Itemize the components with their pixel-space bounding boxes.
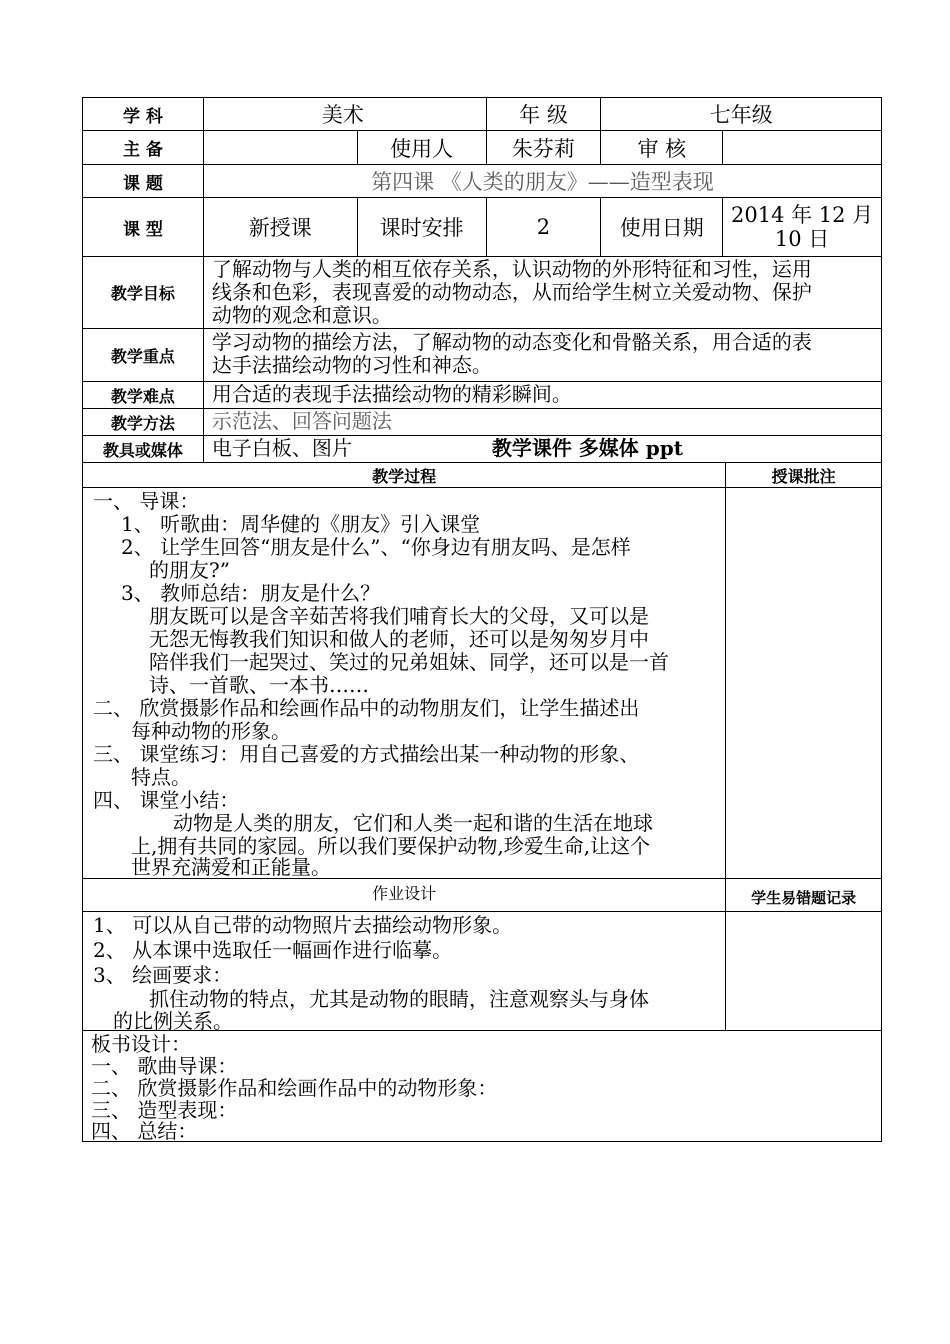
row-key [82,328,882,381]
key-text [204,329,882,381]
user-label: 使用人 [358,131,487,164]
difficulty-line: 用合适的表现手法描绘动物的精彩瞬间。 [211,382,572,406]
key-line-2: 达手法描绘动物的习性和神态。 [211,353,492,377]
date-label: 使用日期 [601,198,723,256]
row-process-body [82,487,882,878]
topic-value: 第四课 《人类的朋友》——造型表现 [204,165,882,197]
goal-label: 教学目标 [83,257,204,328]
method-text [204,409,882,435]
process-line-8: 陪伴我们一起哭过、笑过的兄弟姐妹、同学，还可以是一首 [149,650,669,674]
media-text [204,436,882,462]
notes-title: 授课批注 [726,463,882,487]
row-difficulty [82,381,882,408]
process-content [83,488,726,878]
board-line-5: 四、 总结： [91,1119,198,1143]
hours-value: 2 [487,198,602,256]
key-line-1: 学习动物的描绘方法，了解动物的动态变化和骨骼关系，用合适的表 [211,330,812,354]
date-value-line2: 10 日 [774,227,830,251]
type-value: 新授课 [204,198,358,256]
row-topic [82,164,882,197]
homework-title: 作业设计 [83,879,726,911]
difficulty-text [204,382,882,408]
media-text-b: 教学课件 多媒体 ppt [491,436,683,460]
board-line-4: 三、 造型表现： [91,1098,238,1122]
homework-line-2: 2、 从本课中选取任一幅画作进行临摹。 [93,938,453,962]
homework-line-3: 3、 绘画要求： [93,963,233,987]
board-line-3: 二、 欣赏摄影作品和绘画作品中的动物形象： [91,1076,498,1100]
process-line-12: 三、 课堂练习：用自己喜爱的方式描绘出某一种动物的形象、 [93,742,640,766]
process-line-5: 3、 教师总结：朋友是什么？ [121,581,381,605]
row-type [82,197,882,256]
review-value [723,131,882,164]
process-title: 教学过程 [83,463,726,487]
process-line-11: 每种动物的形象。 [131,719,291,743]
method-line: 示范法、回答问题法 [211,409,392,433]
process-line-7: 无怨无悔教我们知识和做人的老师，还可以是匆匆岁月中 [149,627,649,651]
process-line-14: 四、 课堂小结： [93,788,240,812]
preparer-value [204,131,358,164]
grade-value: 七年级 [601,98,882,130]
goal-line-1: 了解动物与人类的相互依存关系，认识动物的外形特征和习性，运用 [211,257,812,281]
row-goal [82,256,882,328]
row-homework-header [82,878,882,911]
process-line-1: 一、 导课： [93,489,200,513]
notes-column [726,488,882,878]
method-label: 教学方法 [83,409,204,435]
homework-line-1: 1、 可以从自己带的动物照片去描绘动物形象。 [93,913,513,937]
key-label: 教学重点 [83,329,204,381]
media-text-a: 电子白板、图片 [211,436,352,460]
preparer-label: 主 备 [83,131,204,164]
process-line-16: 上,拥有共同的家园。所以我们要保护动物,珍爱生命,让这个 [131,834,651,858]
type-label: 课 型 [83,198,204,256]
process-line-4: 的朋友?” [149,558,230,582]
homework-line-5: 的比例关系。 [113,1009,233,1033]
process-line-13: 特点。 [131,765,191,789]
hours-label: 课时安排 [358,198,487,256]
date-value-line1: 2014 年 12 月 [731,203,874,227]
errors-title: 学生易错题记录 [726,879,882,911]
subject-label: 学 科 [83,98,204,130]
process-line-6: 朋友既可以是含辛茹苦将我们哺育长大的父母，又可以是 [149,604,649,628]
process-line-17: 世界充满爱和正能量。 [131,855,331,879]
media-label: 教具或媒体 [83,436,204,462]
homework-line-4: 抓住动物的特点，尤其是动物的眼睛，注意观察头与身体 [149,987,649,1011]
row-media [82,435,882,462]
process-line-15: 动物是人类的朋友，它们和人类一起和谐的生活在地球 [173,811,653,835]
errors-column [726,912,882,1030]
goal-line-3: 动物的观念和意识。 [211,303,392,327]
goal-line-2: 线条和色彩，表现喜爱的动物动态，从而给学生树立关爱动物、保护 [211,280,812,304]
row-homework-body [82,911,882,1033]
date-value [723,198,882,256]
difficulty-label: 教学难点 [83,382,204,408]
board-line-1: 板书设计： [91,1032,191,1056]
process-line-3: 2、 让学生回答“朋友是什么”、“你身边有朋友吗、是怎样 [121,535,631,559]
user-value: 朱芬莉 [487,131,602,164]
process-line-2: 1、 听歌曲：周华健的《朋友》引入课堂 [121,512,481,536]
review-label: 审 核 [601,131,723,164]
row-preparer [82,130,882,164]
process-line-9: 诗、一首歌、一本书…… [149,673,369,697]
row-subject [82,97,882,130]
board-design [82,1030,882,1142]
board-line-2: 一、 歌曲导课： [91,1054,238,1078]
homework-content [83,912,726,1033]
topic-label: 课 题 [83,165,204,197]
process-line-10: 二、 欣赏摄影作品和绘画作品中的动物朋友们，让学生描述出 [93,696,640,720]
row-process-header [82,462,882,487]
grade-label: 年 级 [487,98,602,130]
lesson-plan-table [82,97,882,1142]
goal-text [204,257,882,328]
subject-value: 美术 [204,98,487,130]
row-method [82,408,882,435]
